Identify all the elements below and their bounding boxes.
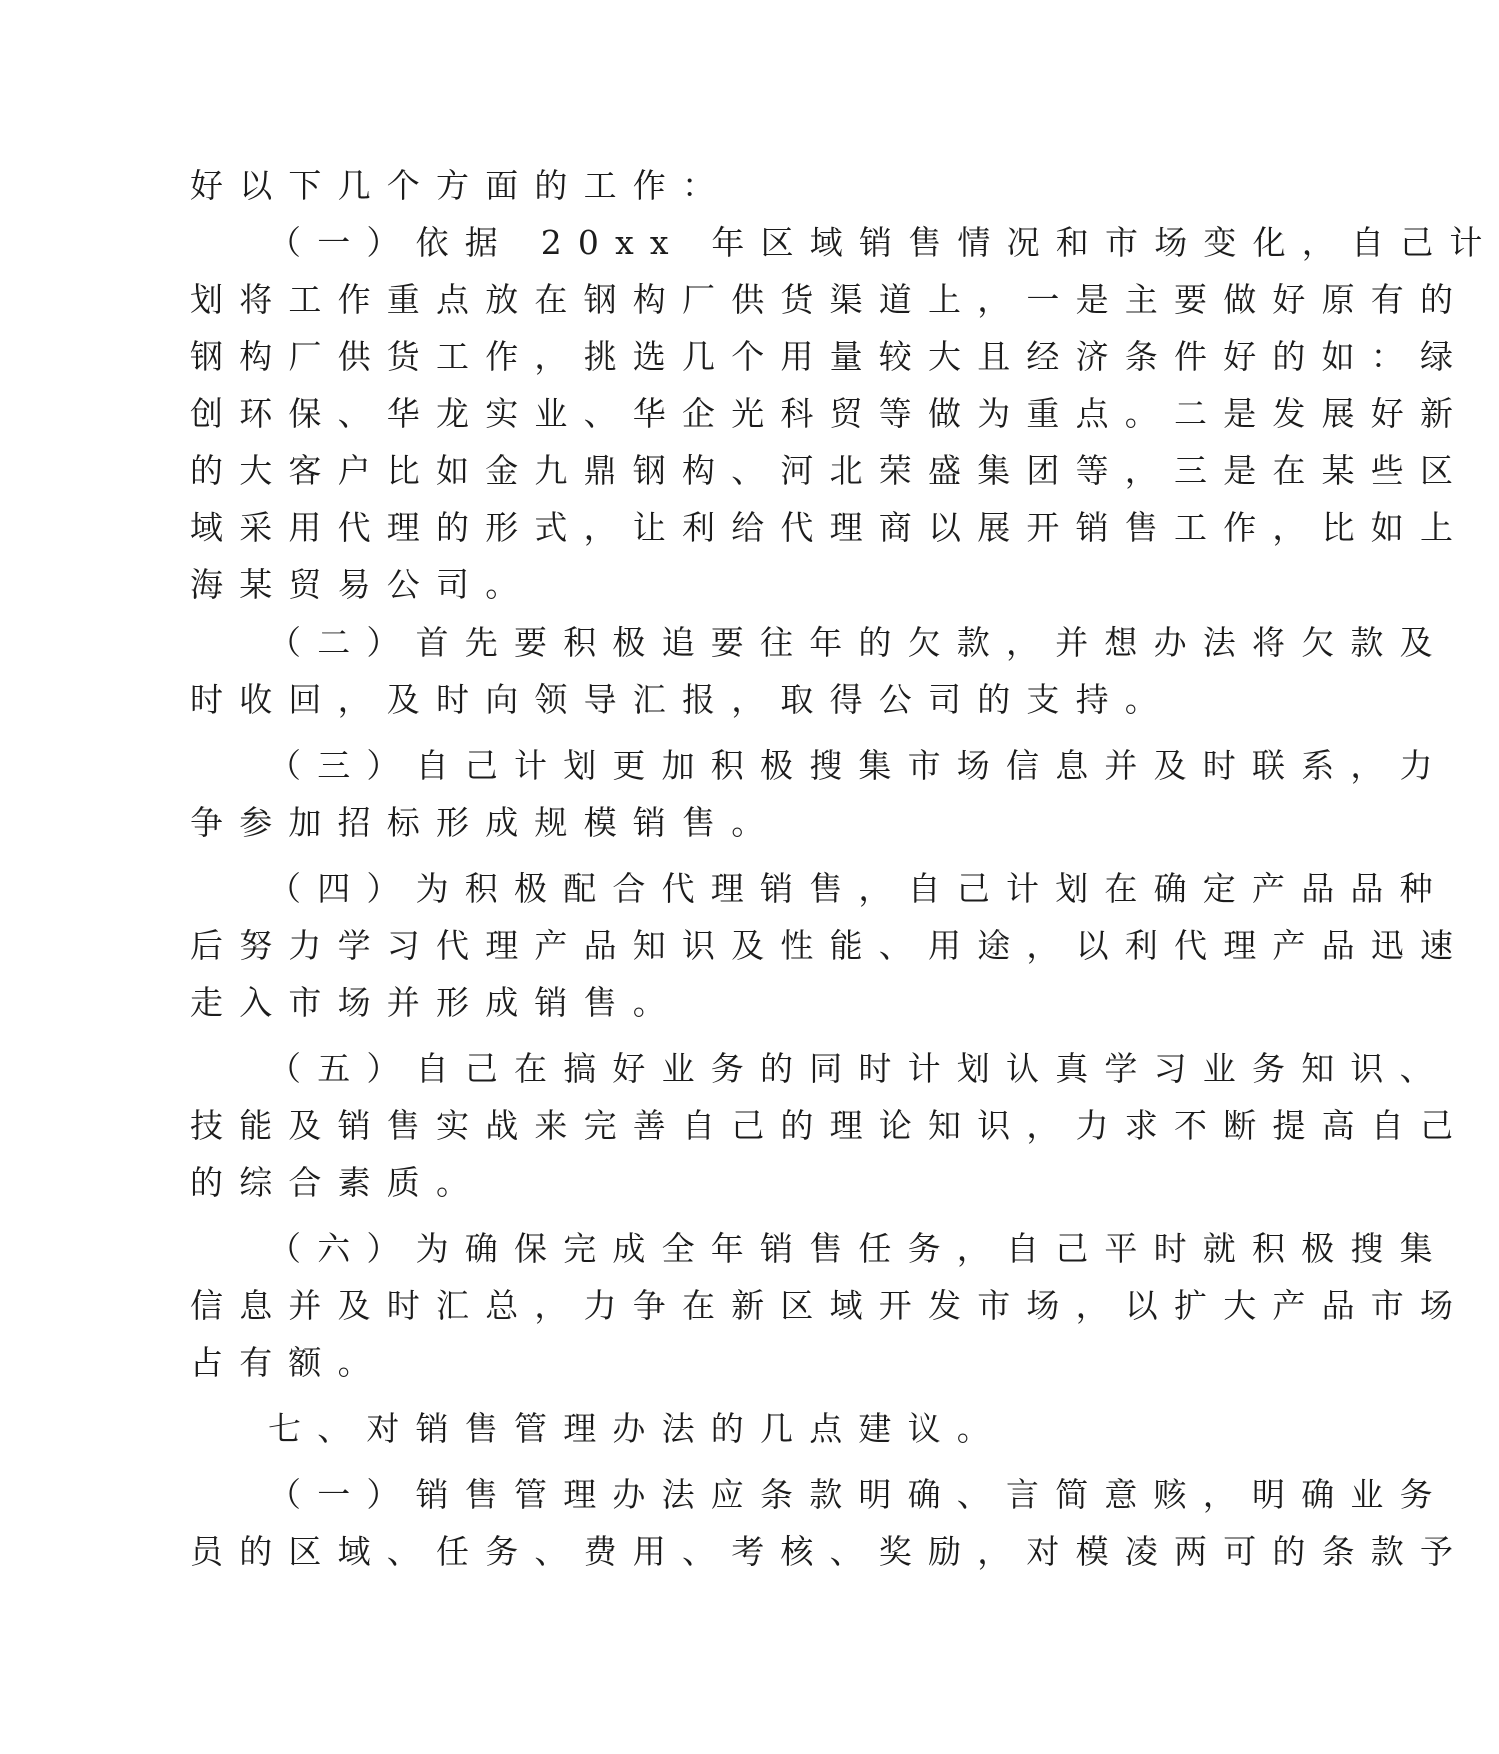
text-line: （二）首先要积极追要往年的欠款，并想办法将欠款及 — [268, 623, 1449, 662]
text-line: （六）为确保完成全年销售任务，自己平时就积极搜集 — [268, 1229, 1449, 1268]
text-line: 占有额。 — [190, 1343, 387, 1382]
text-line: （一）销售管理办法应条款明确、言简意赅，明确业务 — [268, 1475, 1449, 1514]
text-line: 划将工作重点放在钢构厂供货渠道上，一是主要做好原有的 — [190, 280, 1470, 319]
text-line: （五）自己在搞好业务的同时计划认真学习业务知识、 — [268, 1049, 1449, 1088]
text-line: 钢构厂供货工作，挑选几个用量较大且经济条件好的如：绿 — [190, 337, 1470, 376]
text-line: （四）为积极配合代理销售，自己计划在确定产品品种 — [268, 869, 1449, 908]
text-line: 走入市场并形成销售。 — [190, 983, 682, 1022]
text-line: 域采用代理的形式，让利给代理商以展开销售工作，比如上 — [190, 508, 1470, 547]
text-line: 的大客户比如金九鼎钢构、河北荣盛集团等，三是在某些区 — [190, 451, 1470, 490]
text-line: （三）自己计划更加积极搜集市场信息并及时联系，力 — [268, 746, 1449, 785]
text-line: 争参加招标形成规模销售。 — [190, 803, 781, 842]
text-line: 后努力学习代理产品知识及性能、用途，以利代理产品迅速 — [190, 926, 1470, 965]
text-line: 的综合素质。 — [190, 1163, 486, 1202]
text-line: 七、对销售管理办法的几点建议。 — [268, 1409, 1006, 1448]
text-line: 员的区域、任务、费用、考核、奖励，对模凌两可的条款予 — [190, 1532, 1470, 1571]
text-line: 信息并及时汇总，力争在新区域开发市场，以扩大产品市场 — [190, 1286, 1470, 1325]
text-line: 海某贸易公司。 — [190, 565, 535, 604]
text-line: 时收回，及时向领导汇报，取得公司的支持。 — [190, 680, 1174, 719]
text-line: 好以下几个方面的工作： — [190, 166, 732, 205]
text-line: 创环保、华龙实业、华企光科贸等做为重点。二是发展好新 — [190, 394, 1470, 433]
text-line: （一）依据 20xx 年区域销售情况和市场变化，自己计 — [268, 223, 1499, 262]
text-line: 技能及销售实战来完善自己的理论知识，力求不断提高自己 — [190, 1106, 1470, 1145]
